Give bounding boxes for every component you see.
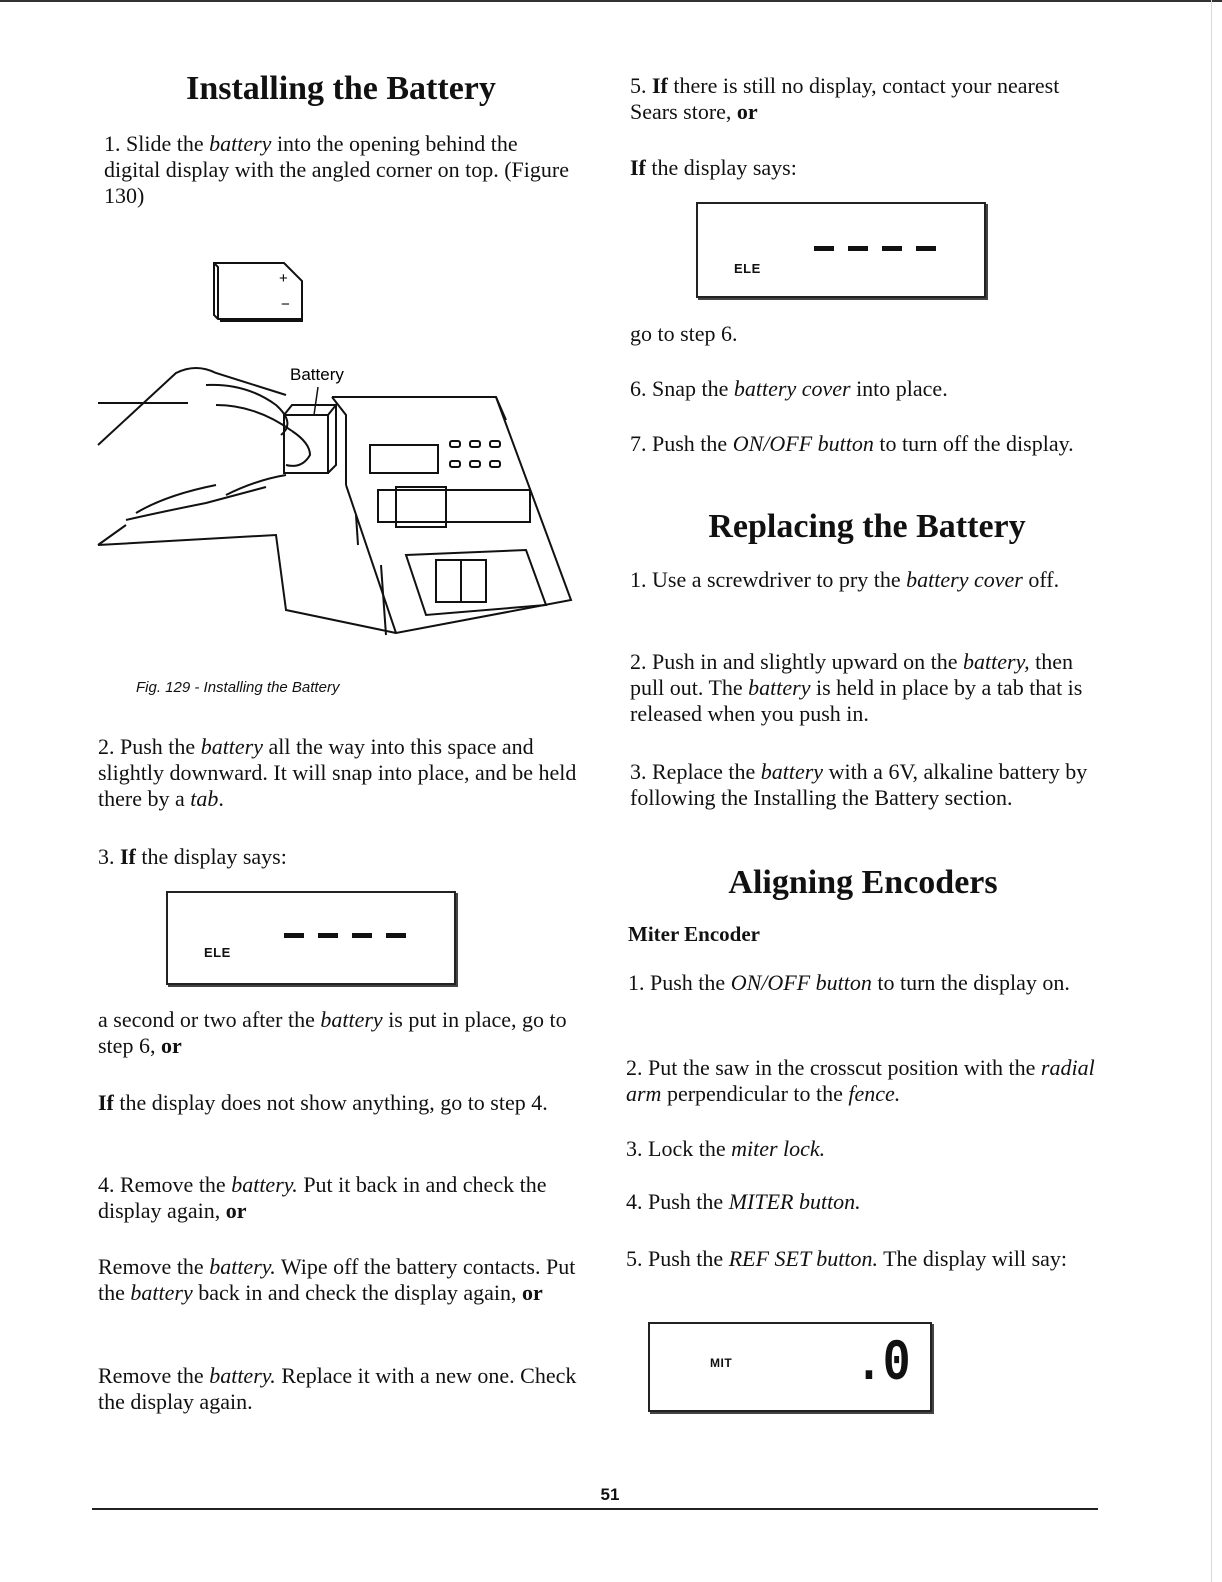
lcd-display-mit [648, 1322, 932, 1412]
page-number: 51 [600, 1485, 620, 1504]
lcd-dashes [814, 246, 936, 251]
align-step-3-text: 3. Lock the miter lock. [626, 1136, 826, 1161]
plus-sign: + [279, 270, 288, 287]
lcd-dash [882, 246, 902, 251]
after-display-text: a second or two after the battery is put in place, go to step 6, or [98, 1007, 567, 1058]
replace-new-text: Remove the battery. Replace it with a new one. Check the display again. [98, 1363, 577, 1414]
heading-replacing-battery: Replacing the Battery [708, 508, 1026, 545]
minus-sign: − [281, 296, 290, 313]
step-6-text: 6. Snap the battery cover into place. [630, 376, 948, 401]
heading-aligning-encoders: Aligning Encoders [728, 864, 998, 901]
battery-leader-line [314, 387, 318, 415]
footer-rule [92, 1508, 1098, 1510]
figure-caption: Fig. 129 - Installing the Battery [136, 679, 340, 696]
lcd-value: .0 [854, 1332, 911, 1397]
right-border [1211, 0, 1212, 1582]
battery-illustration [96, 255, 582, 655]
replace-step-3-text: 3. Replace the battery with a 6V, alkaline battery by following the Installing the Battery section. [630, 759, 1088, 810]
align-step-5-text: 5. Push the REF SET button. The display will say: [626, 1246, 1068, 1271]
figure-installing-battery [96, 255, 582, 696]
step-4-text: 4. Remove the battery. Put it back in and check the display again, or [98, 1172, 547, 1223]
align-step-1-text: 1. Push the ON/OFF button to turn the display on. [628, 970, 1070, 995]
lcd-display-ele-left [166, 891, 456, 985]
step-5-text: 5. If there is still no display, contact your nearest Sears store, or [630, 73, 1060, 124]
align-step-4-text: 4. Push the MITER button. [626, 1189, 861, 1214]
lcd-display-ele-right [696, 202, 986, 298]
lcd-dash [318, 933, 338, 938]
if-display-says-text: If the display says: [630, 155, 797, 180]
lcd-dash [284, 933, 304, 938]
step-3-text: 3. If the display says: [98, 844, 287, 869]
lcd-dash [386, 933, 406, 938]
step-7-text: 7. Push the ON/OFF button to turn off the display. [630, 431, 1074, 456]
lcd-dash [352, 933, 372, 938]
replace-step-2-text: 2. Push in and slightly upward on the battery, then pull out. The battery is held in place by a tab that is released when you push in. [630, 649, 1083, 726]
top-border [0, 0, 1222, 2]
align-step-2-text: 2. Put the saw in the crosscut position with the radial arm perpendicular to the fence. [626, 1055, 1095, 1106]
heading-installing-battery: Installing the Battery [186, 70, 496, 107]
step-1-text: 1. Slide the battery into the opening behind the digital display with the angled corner on top. (Figure 130) [104, 131, 569, 208]
lcd-code: MIT [710, 1356, 733, 1370]
step-2-text: 2. Push the battery all the way into this space and slightly downward. It will snap into place, and be held there by a tab. [98, 734, 577, 811]
battery-label: Battery [290, 365, 344, 384]
wipe-contacts-text: Remove the battery. Wipe off the battery contacts. Put the battery back in and check the display again, or [98, 1254, 576, 1305]
console-outline-icon [98, 397, 571, 635]
lcd-dash [848, 246, 868, 251]
lcd-dash [814, 246, 834, 251]
hand-icon [98, 368, 336, 520]
lcd-dash [916, 246, 936, 251]
goto-step-6-text: go to step 6. [630, 321, 738, 346]
lcd-code: ELE [734, 261, 761, 276]
lcd-dashes [284, 933, 406, 938]
replace-step-1-text: 1. Use a screwdriver to pry the battery cover off. [630, 567, 1060, 592]
lcd-code: ELE [204, 945, 231, 960]
if-nothing-text: If the display does not show anything, go to step 4. [98, 1090, 548, 1115]
miter-encoder-heading: Miter Encoder [628, 922, 760, 946]
